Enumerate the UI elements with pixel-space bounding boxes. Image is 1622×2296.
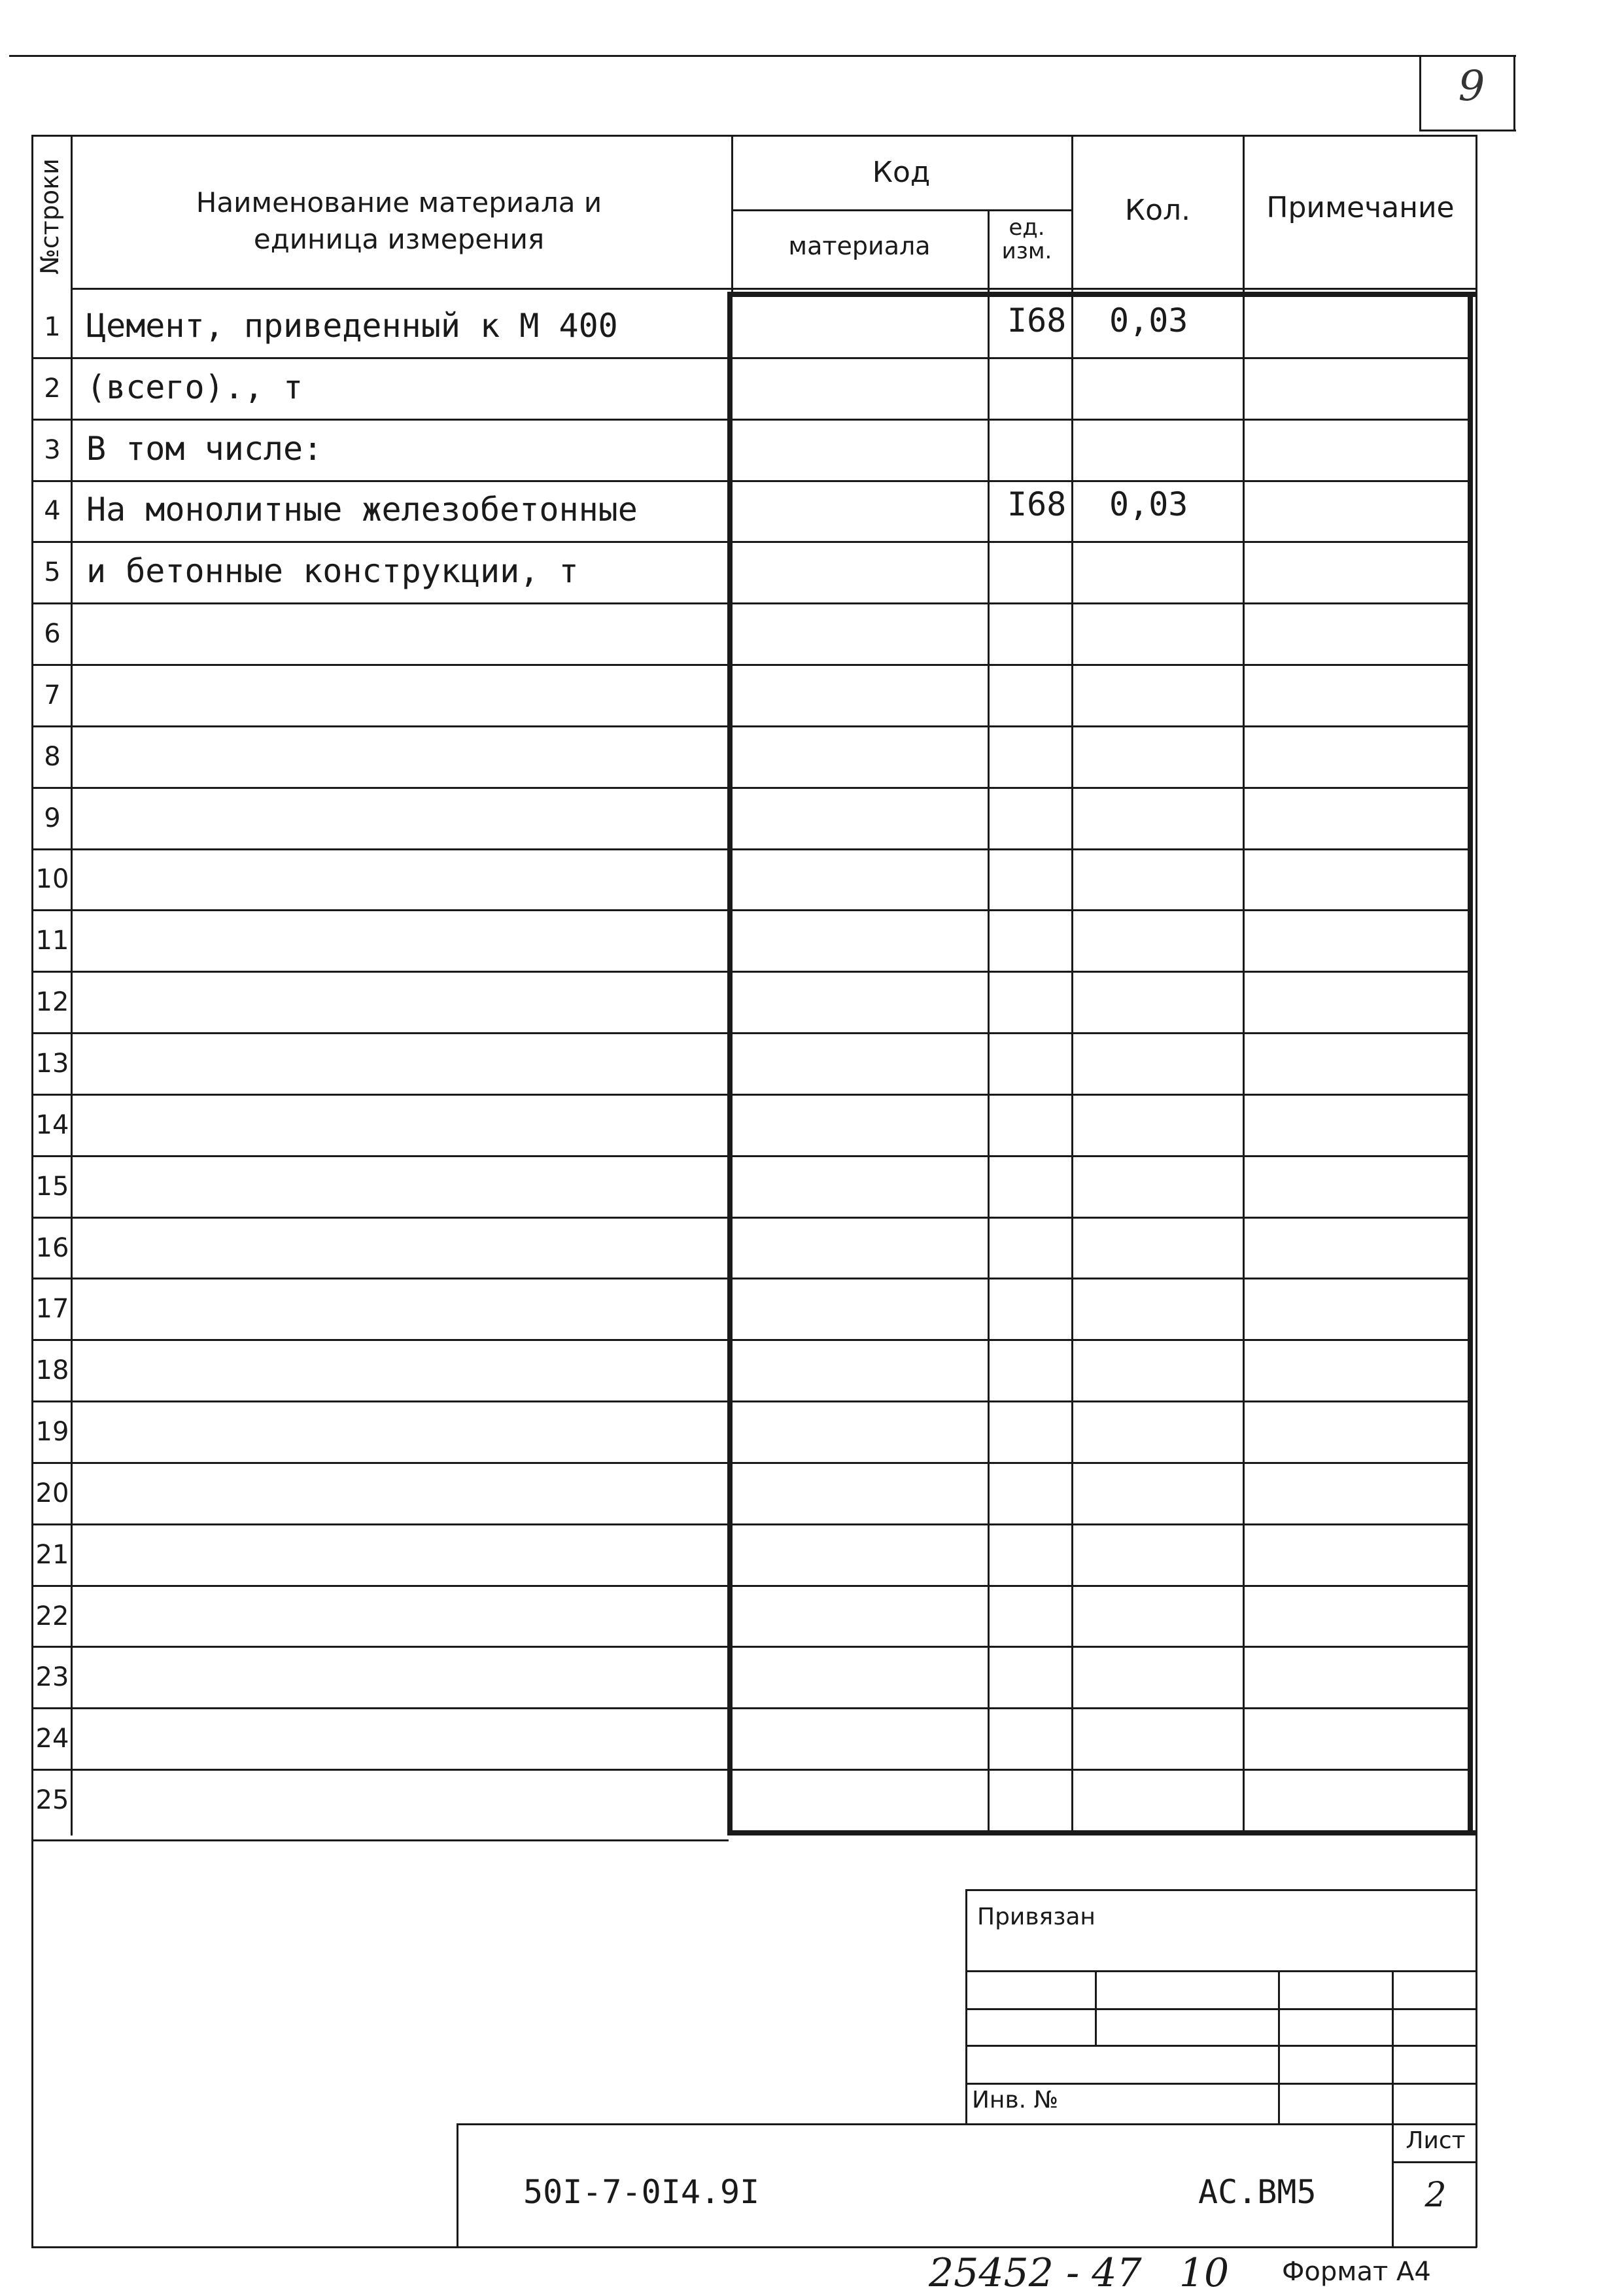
row-unit-code: I68 bbox=[1007, 301, 1067, 339]
row-name: На монолитные железобетонные bbox=[86, 491, 638, 529]
sheet-box-left bbox=[1392, 2123, 1394, 2248]
hdr-sep-unit bbox=[988, 209, 990, 292]
header-code: Код bbox=[872, 156, 931, 189]
format-label: Формат А4 bbox=[1282, 2257, 1431, 2287]
page-box-left bbox=[1419, 55, 1421, 131]
row-number: 9 bbox=[44, 803, 61, 833]
page-number-mark: 9 bbox=[1458, 62, 1485, 111]
header-row-number: №строки bbox=[35, 158, 64, 275]
hdr-code-divider bbox=[731, 209, 1073, 211]
stamp-col-2 bbox=[1278, 1970, 1280, 2123]
handwritten-number: 25452 - 47 10 bbox=[929, 2250, 1230, 2296]
header-note: Примечание bbox=[1266, 191, 1455, 224]
row-number: 1 bbox=[44, 311, 61, 342]
table-row bbox=[0, 604, 1622, 665]
row-number: 10 bbox=[35, 864, 69, 895]
row-number: 8 bbox=[44, 741, 61, 772]
row-number: 21 bbox=[35, 1539, 69, 1570]
table-row bbox=[0, 297, 1622, 358]
header-code-material: материала bbox=[788, 232, 931, 260]
table-row bbox=[0, 1157, 1622, 1218]
stamp-left bbox=[965, 1889, 967, 2125]
row-number: 13 bbox=[35, 1048, 69, 1079]
stamp-col-1 bbox=[1095, 1970, 1097, 2046]
row-number: 5 bbox=[44, 557, 61, 588]
row-number: 15 bbox=[35, 1171, 69, 1202]
table-row bbox=[0, 1279, 1622, 1340]
stamp-attached-label: Привязан bbox=[977, 1904, 1096, 1930]
table-row bbox=[0, 1340, 1622, 1402]
body-bottom-left bbox=[31, 1839, 729, 1841]
table-row bbox=[0, 727, 1622, 788]
row-number: 20 bbox=[35, 1478, 69, 1508]
row-number: 22 bbox=[35, 1601, 69, 1631]
doc-code: 50I-7-0I4.9I bbox=[523, 2173, 760, 2211]
table-row bbox=[0, 1586, 1622, 1648]
row-name: Цемент, приведенный к М 400 bbox=[86, 306, 618, 345]
sheet-label: Лист bbox=[1406, 2127, 1466, 2154]
table-row bbox=[0, 1095, 1622, 1157]
page-box-right bbox=[1513, 55, 1515, 131]
table-row bbox=[0, 1034, 1622, 1095]
row-name: (всего)., т bbox=[86, 368, 303, 406]
code-block-top bbox=[457, 2123, 1477, 2125]
table-row bbox=[0, 1525, 1622, 1586]
frame-top bbox=[31, 135, 1477, 137]
row-number: 19 bbox=[35, 1417, 69, 1448]
row-number: 18 bbox=[35, 1355, 69, 1386]
table-row bbox=[0, 911, 1622, 972]
table-row bbox=[0, 1463, 1622, 1525]
top-border bbox=[9, 55, 1516, 57]
row-number: 14 bbox=[35, 1109, 69, 1140]
table-row bbox=[0, 420, 1622, 481]
page-box-bottom bbox=[1419, 130, 1516, 131]
doc-mark: АС.ВМ5 bbox=[1198, 2173, 1317, 2211]
row-quantity: 0,03 bbox=[1109, 485, 1188, 524]
row-number: 3 bbox=[44, 434, 61, 465]
table-row bbox=[0, 542, 1622, 604]
code-block-left bbox=[457, 2123, 458, 2248]
row-number: 2 bbox=[44, 373, 61, 404]
header-name: Наименование материала и единица измерения bbox=[196, 186, 602, 255]
table-row bbox=[0, 358, 1622, 420]
body-frame-top bbox=[727, 292, 1477, 297]
row-number: 12 bbox=[35, 987, 69, 1018]
table-row bbox=[0, 850, 1622, 911]
table-row bbox=[0, 1402, 1622, 1463]
header-code-unit: ед. изм. bbox=[1001, 215, 1052, 264]
row-number: 24 bbox=[35, 1724, 69, 1754]
table-row bbox=[0, 1770, 1622, 1832]
row-name: В том числе: bbox=[86, 429, 323, 468]
table-row bbox=[0, 1647, 1622, 1709]
stamp-inv-label: Инв. № bbox=[972, 2087, 1059, 2113]
row-number: 16 bbox=[35, 1232, 69, 1263]
stamp-col-3 bbox=[1392, 1970, 1394, 2123]
table-row bbox=[0, 1709, 1622, 1770]
table-row bbox=[0, 788, 1622, 850]
sheet-number: 2 bbox=[1424, 2176, 1447, 2215]
row-number: 11 bbox=[35, 926, 69, 956]
row-number: 7 bbox=[44, 680, 61, 710]
table-row bbox=[0, 1218, 1622, 1279]
sheet-box-divider bbox=[1392, 2161, 1477, 2163]
row-number: 25 bbox=[35, 1785, 69, 1816]
table-row bbox=[0, 481, 1622, 543]
stamp-line-1 bbox=[965, 1970, 1477, 1972]
hdr-bottom bbox=[71, 288, 1477, 290]
stamp-line-3 bbox=[965, 2045, 1477, 2047]
row-unit-code: I68 bbox=[1007, 485, 1067, 524]
table-row bbox=[0, 972, 1622, 1034]
row-number: 17 bbox=[35, 1294, 69, 1325]
row-number: 23 bbox=[35, 1662, 69, 1693]
row-name: и бетонные конструкции, т bbox=[86, 552, 579, 591]
header-qty: Кол. bbox=[1124, 194, 1191, 227]
stamp-line-2 bbox=[965, 2008, 1477, 2010]
row-quantity: 0,03 bbox=[1109, 301, 1188, 339]
row-number: 6 bbox=[44, 619, 61, 650]
row-number: 4 bbox=[44, 496, 61, 527]
table-row bbox=[0, 665, 1622, 727]
stamp-line-4 bbox=[965, 2083, 1477, 2085]
stamp-top bbox=[965, 1889, 1477, 1891]
frame-bottom bbox=[31, 2246, 1477, 2248]
